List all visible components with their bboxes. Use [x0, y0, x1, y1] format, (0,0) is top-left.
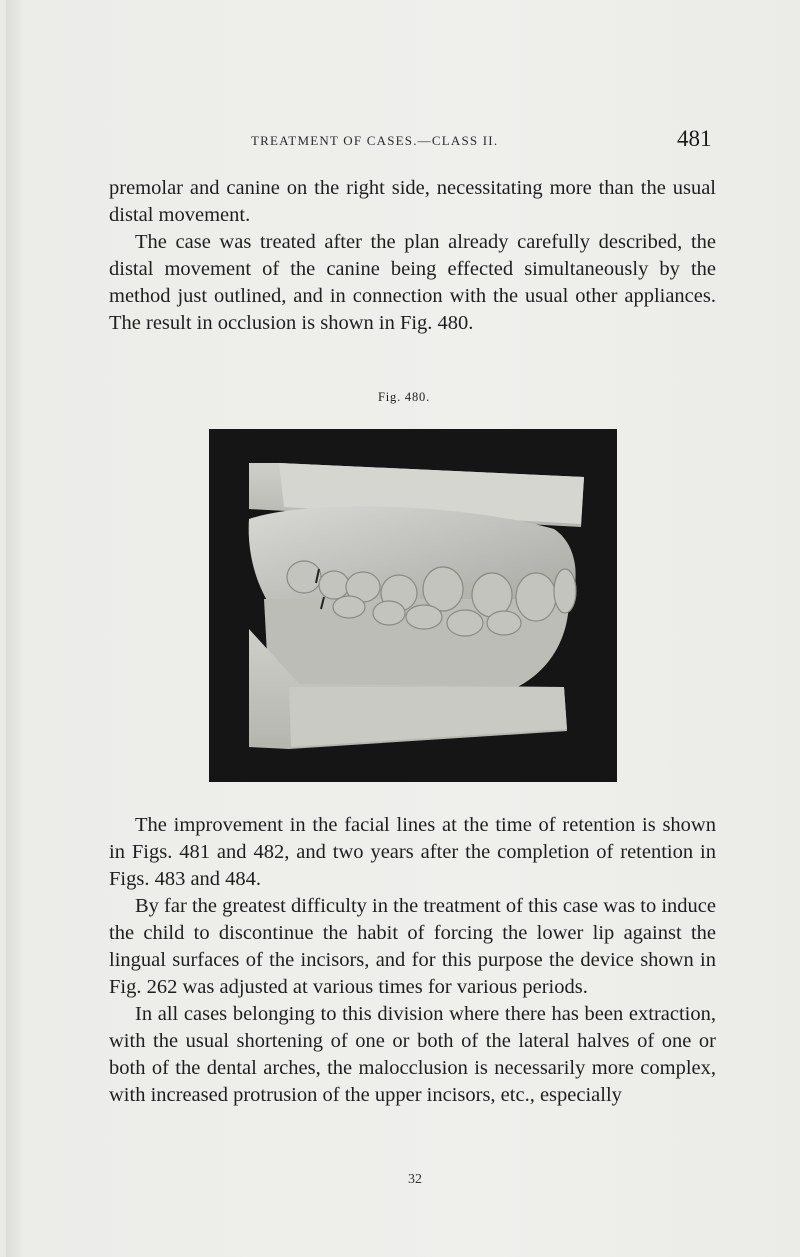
paragraph: The improvement in the facial lines at the time of retention is shown in Figs. 481 and 482, and two years after the completion of retention in Figs. 483 and 484.: [109, 814, 716, 890]
figure-label: Fig. 480.: [378, 390, 430, 404]
paragraph: premolar and canine on the right side, necessitating more than the usual distal movement.: [109, 177, 716, 226]
page-number: 481: [677, 126, 712, 151]
paragraph: In all cases belonging to this division where there has been extraction, with the usual shortening of one or both of the lateral halves of one or both of the dental arches, the malocclusion is necessarily more complex, with increased protrusion of the upper incisors, etc., especially: [109, 1003, 716, 1106]
paragraph: By far the greatest difficulty in the treatment of this case was to induce the child to discontinue the habit of forcing the lower lip against the lingual surfaces of the incisors, and for this purpose the device shown in Fig. 262 was adjusted at various times for various periods.: [109, 895, 716, 998]
paragraph: The case was treated after the plan already carefully described, the distal movement of the canine being effected simultaneously by the method just outlined, and in connection with the usual other appliances. The result in occlusion is shown in Fig. 480.: [109, 231, 716, 334]
dental-cast-icon: [209, 429, 617, 782]
figure-photo: [209, 429, 617, 782]
text-block-bottom: [109, 812, 716, 1109]
running-head: TREATMENT OF CASES.—CLASS II.: [251, 133, 499, 148]
signature-mark: 32: [408, 1172, 422, 1187]
book-page: [6, 0, 800, 1257]
text-block-top: [109, 175, 716, 337]
